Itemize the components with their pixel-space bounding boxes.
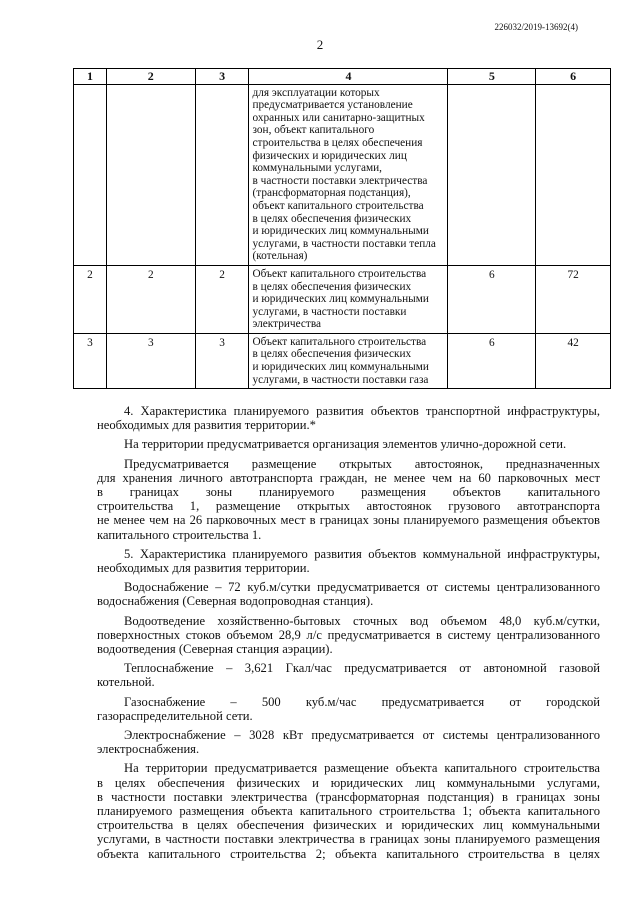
description-line: электричества [252, 318, 322, 331]
table-header-row [74, 69, 611, 85]
text-line: необходимых для развития территории. [97, 561, 310, 576]
text-line: Водоснабжение – 72 куб.м/сутки предусматривается от системы централизованного [124, 580, 600, 595]
description-line: зон, объект капитального [252, 124, 375, 137]
header-cell: 2 [106, 69, 195, 85]
text-line: Водоотведение хозяйственно-бытовых сточных вод объемом 48,0 куб.м/сутки, [124, 613, 600, 628]
description-line: предусматривается установление [252, 99, 413, 112]
text-line: в границах зоны планируемого размещения объектов капитального [97, 485, 600, 500]
cell-description [249, 333, 448, 388]
text-line: Электроснабжение – 3028 кВт предусматривается от системы централизованного [124, 728, 600, 743]
description-line: (трансформаторная подстанция), [252, 187, 411, 200]
description-line: коммунальными услугами, [252, 162, 382, 175]
text-line: котельной. [97, 675, 155, 690]
description-line: Объект капитального строительства [252, 335, 427, 348]
cell-c2: 2 [106, 265, 195, 333]
description-line: и юридических лиц коммунальными [252, 225, 429, 238]
table-body [74, 84, 611, 389]
text-line: На территории предусматривается размещение объекта капитального строительства [124, 761, 600, 776]
cell-c1: 2 [74, 265, 107, 333]
text-line: объекта капитального строительства 2; объекта капитального строительства в целях [97, 846, 600, 861]
cell-c3 [195, 84, 249, 265]
description-line: для эксплуатации которых [252, 86, 380, 99]
description-line: Объект капитального строительства [252, 267, 427, 280]
cell-description [249, 84, 448, 265]
description-line: строительства в целях обеспечения [252, 136, 423, 149]
description-line: охранных или санитарно-защитных [252, 111, 425, 124]
description-line: и юридических лиц коммунальными [252, 293, 429, 306]
cell-c2: 3 [106, 333, 195, 388]
body-text [97, 404, 600, 861]
table-row [74, 84, 611, 265]
text-line: для хранения личного автотранспорта граждан, не менее чем на 60 парковочных мест [97, 470, 600, 485]
cell-c1: 3 [74, 333, 107, 388]
text-line: в частности поставки электричества (трансформаторная подстанция) в границах зоны [97, 789, 600, 804]
description-line: физических и юридических лиц [252, 149, 407, 162]
text-line: поверхностных стоков объемом 28,9 л/с предусматривается в систему централизованного [97, 627, 600, 642]
table-row [74, 333, 611, 388]
text-line: 5. Характеристика планируемого развития объектов коммунальной инфраструктуры, [124, 546, 600, 561]
text-line: капитального строительства 1. [97, 527, 262, 542]
table-row [74, 265, 611, 333]
description-line: услугами, в частности поставки [252, 305, 407, 318]
description-line: услугами, в частности поставки тепла [252, 237, 436, 250]
cell-c3: 3 [195, 333, 249, 388]
cell-c6: 42 [536, 333, 611, 388]
cell-c5: 6 [448, 265, 536, 333]
text-line: 4. Характеристика планируемого развития объектов транспортной инфраструктуры, [124, 404, 600, 418]
text-line: строительства 1, размещение открытых автостоянок грузового автотранспорта [97, 499, 600, 514]
text-line: в целях обеспечения физических и юридических лиц коммунальными услугами, [97, 775, 600, 790]
text-line: Газоснабжение – 500 куб.м/час предусматривается от городской [124, 694, 600, 709]
header-cell: 3 [195, 69, 249, 85]
description-line: в целях обеспечения физических [252, 280, 412, 293]
cell-c5: 6 [448, 333, 536, 388]
text-line: водоотведения (Северная станция аэрации). [97, 642, 333, 657]
page-number: 2 [316, 37, 324, 52]
description-line: (котельная) [252, 250, 308, 263]
text-line: водоснабжения (Северная водопроводная станция). [97, 594, 374, 609]
objects-table [73, 68, 611, 389]
header-cell: 6 [536, 69, 611, 85]
header-cell: 5 [448, 69, 536, 85]
text-line: планируемого размещения объекта капитального строительства 1; объекта капитального [97, 804, 600, 819]
text-line: услугами, в частности поставки электричества в границах зоны планируемого размещения [97, 832, 600, 847]
text-line: На территории предусматривается организация элементов улично-дорожной сети. [124, 437, 567, 452]
header-cell: 4 [249, 69, 448, 85]
text-line: строительства в целях обеспечения физических и юридических лиц коммунальными [97, 818, 600, 833]
cell-c3: 2 [195, 265, 249, 333]
text-line: необходимых для развития территории.* [97, 418, 316, 433]
text-line: газораспределительной сети. [97, 708, 253, 723]
text-line: Предусматривается размещение открытых автостоянок, предназначенных [124, 456, 600, 471]
description-line: в частности поставки электричества [252, 174, 428, 187]
text-line: электроснабжения. [97, 742, 200, 757]
cell-c2 [106, 84, 195, 265]
cell-c6: 72 [536, 265, 611, 333]
text-line: Теплоснабжение – 3,621 Гкал/час предусматривается от автономной газовой [124, 661, 600, 676]
cell-description [249, 265, 448, 333]
document-number: 226032/2019-13692(4) [494, 22, 578, 32]
header-cell: 1 [74, 69, 107, 85]
cell-c1 [74, 84, 107, 265]
cell-c6 [536, 84, 611, 265]
description-line: и юридических лиц коммунальными [252, 361, 429, 374]
cell-c5 [448, 84, 536, 265]
description-line: в целях обеспечения физических [252, 212, 412, 225]
description-line: услугами, в частности поставки газа [252, 373, 429, 386]
description-line: объект капитального строительства [252, 199, 424, 212]
description-line: в целях обеспечения физических [252, 348, 412, 361]
text-line: не менее чем на 26 парковочных мест в границах зоны планируемого размещения объектов [97, 513, 600, 528]
